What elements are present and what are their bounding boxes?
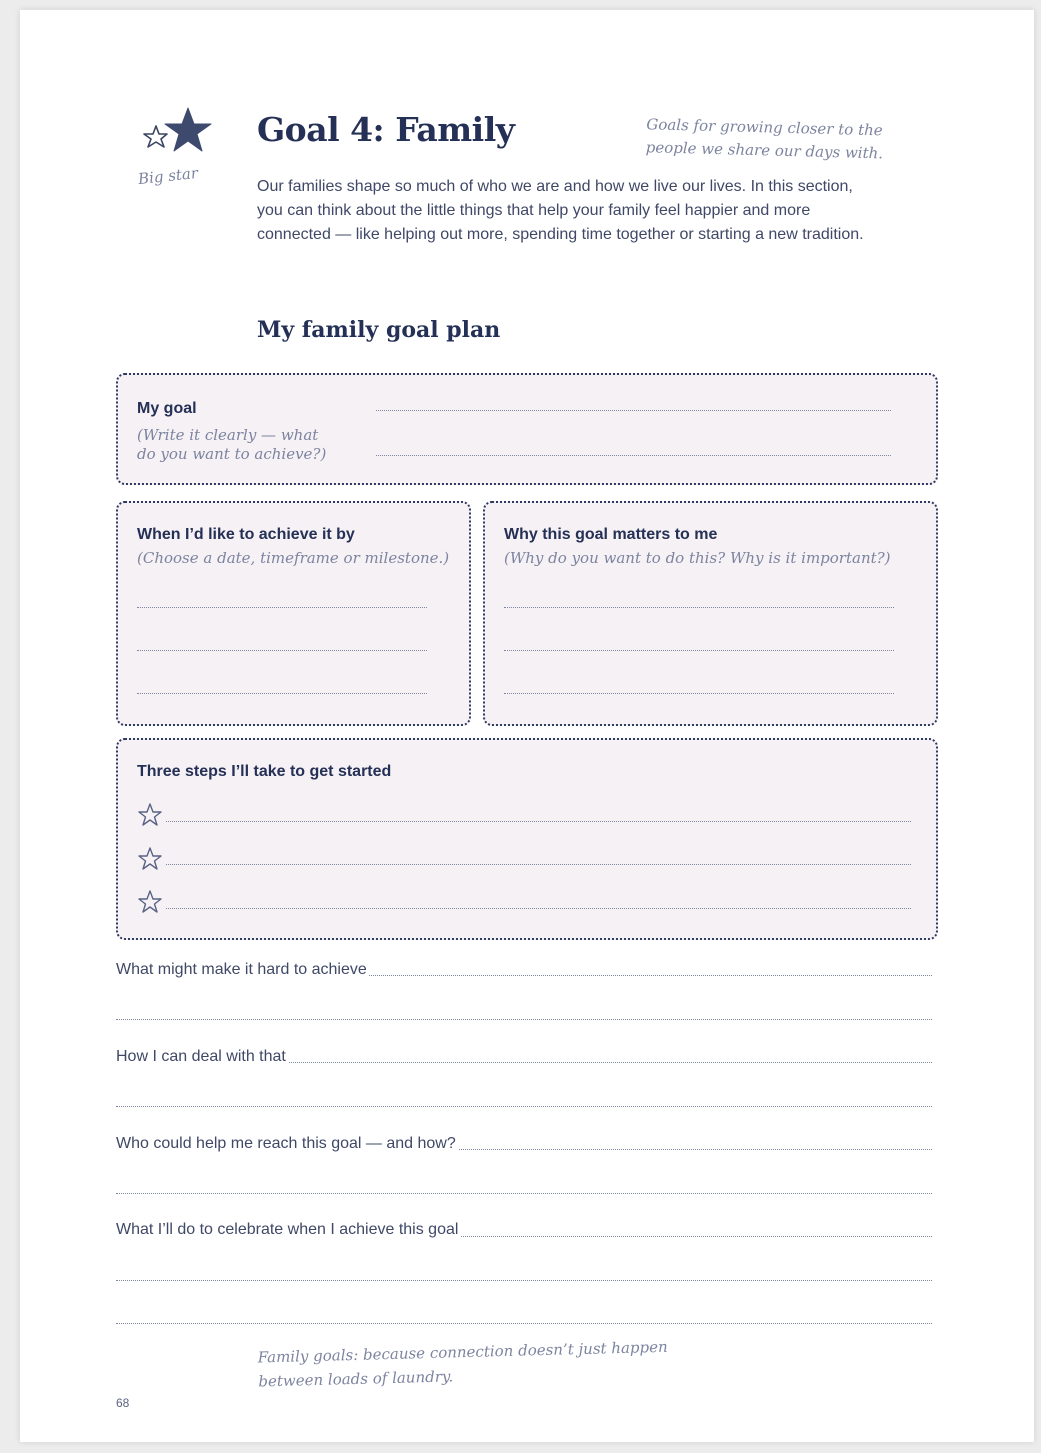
hard-prompt: What might make it hard to achieve — [116, 961, 367, 978]
star-bullet-icon — [137, 802, 163, 828]
tagline: Goals for growing closer to the people we share our days with. — [645, 115, 884, 163]
my-goal-hint-line1: (Write it clearly — what — [137, 426, 319, 444]
steps-box — [116, 738, 938, 940]
when-box — [116, 501, 471, 726]
why-write-line[interactable] — [504, 650, 894, 651]
step-write-line[interactable] — [166, 908, 911, 909]
star-bullet-icon — [137, 889, 163, 915]
when-write-line[interactable] — [137, 607, 427, 608]
why-write-line[interactable] — [504, 607, 894, 608]
when-write-line[interactable] — [137, 650, 427, 651]
step-write-line[interactable] — [166, 821, 911, 822]
big-star-label: Big star — [137, 163, 199, 189]
step-write-line[interactable] — [166, 864, 911, 865]
why-label: Why this goal matters to me — [504, 526, 718, 543]
star-filled-icon — [165, 108, 211, 151]
page-number: 68 — [116, 1396, 130, 1410]
why-box — [483, 501, 938, 726]
workbook-page — [20, 10, 1034, 1442]
help-write-line[interactable] — [116, 1193, 932, 1194]
celebrate-write-line[interactable] — [116, 1323, 932, 1324]
celebrate-prompt: What I’ll do to celebrate when I achieve this goal — [116, 1221, 459, 1238]
my-goal-box — [116, 373, 938, 485]
help-prompt: Who could help me reach this goal — and how? — [116, 1135, 456, 1152]
footer-quote: Family goals: because connection doesn’t just happen between loads of laundry. — [257, 1337, 668, 1391]
my-goal-hint — [137, 426, 326, 464]
star-outline-icon — [144, 126, 167, 147]
my-goal-label: My goal — [137, 400, 197, 417]
hard-write-line[interactable] — [116, 1019, 932, 1020]
plan-heading: My family goal plan — [257, 317, 501, 343]
my-goal-hint-line2: do you want to achieve?) — [137, 445, 327, 463]
why-write-line[interactable] — [504, 693, 894, 694]
celebrate-write-line[interactable] — [116, 1280, 932, 1281]
why-hint: (Why do you want to do this? Why is it important?) — [504, 549, 891, 567]
deal-prompt: How I can deal with that — [116, 1048, 286, 1065]
my-goal-write-line[interactable] — [376, 455, 891, 456]
intro-paragraph: Our families shape so much of who we are and how we live our lives. In this section, you can think about the little things that help your family feel happier and more connected — like helping out more, spending time together or starting a new tradition. — [257, 178, 864, 243]
big-star-icon — [138, 107, 218, 157]
page-title: Goal 4: Family — [257, 110, 515, 149]
star-bullet-icon — [137, 846, 163, 872]
deal-write-line[interactable] — [116, 1106, 932, 1107]
when-hint: (Choose a date, timeframe or milestone.) — [137, 549, 450, 567]
when-write-line[interactable] — [137, 693, 427, 694]
my-goal-write-line[interactable] — [376, 410, 891, 411]
when-label: When I’d like to achieve it by — [137, 526, 355, 543]
steps-label: Three steps I’ll take to get started — [137, 763, 392, 780]
